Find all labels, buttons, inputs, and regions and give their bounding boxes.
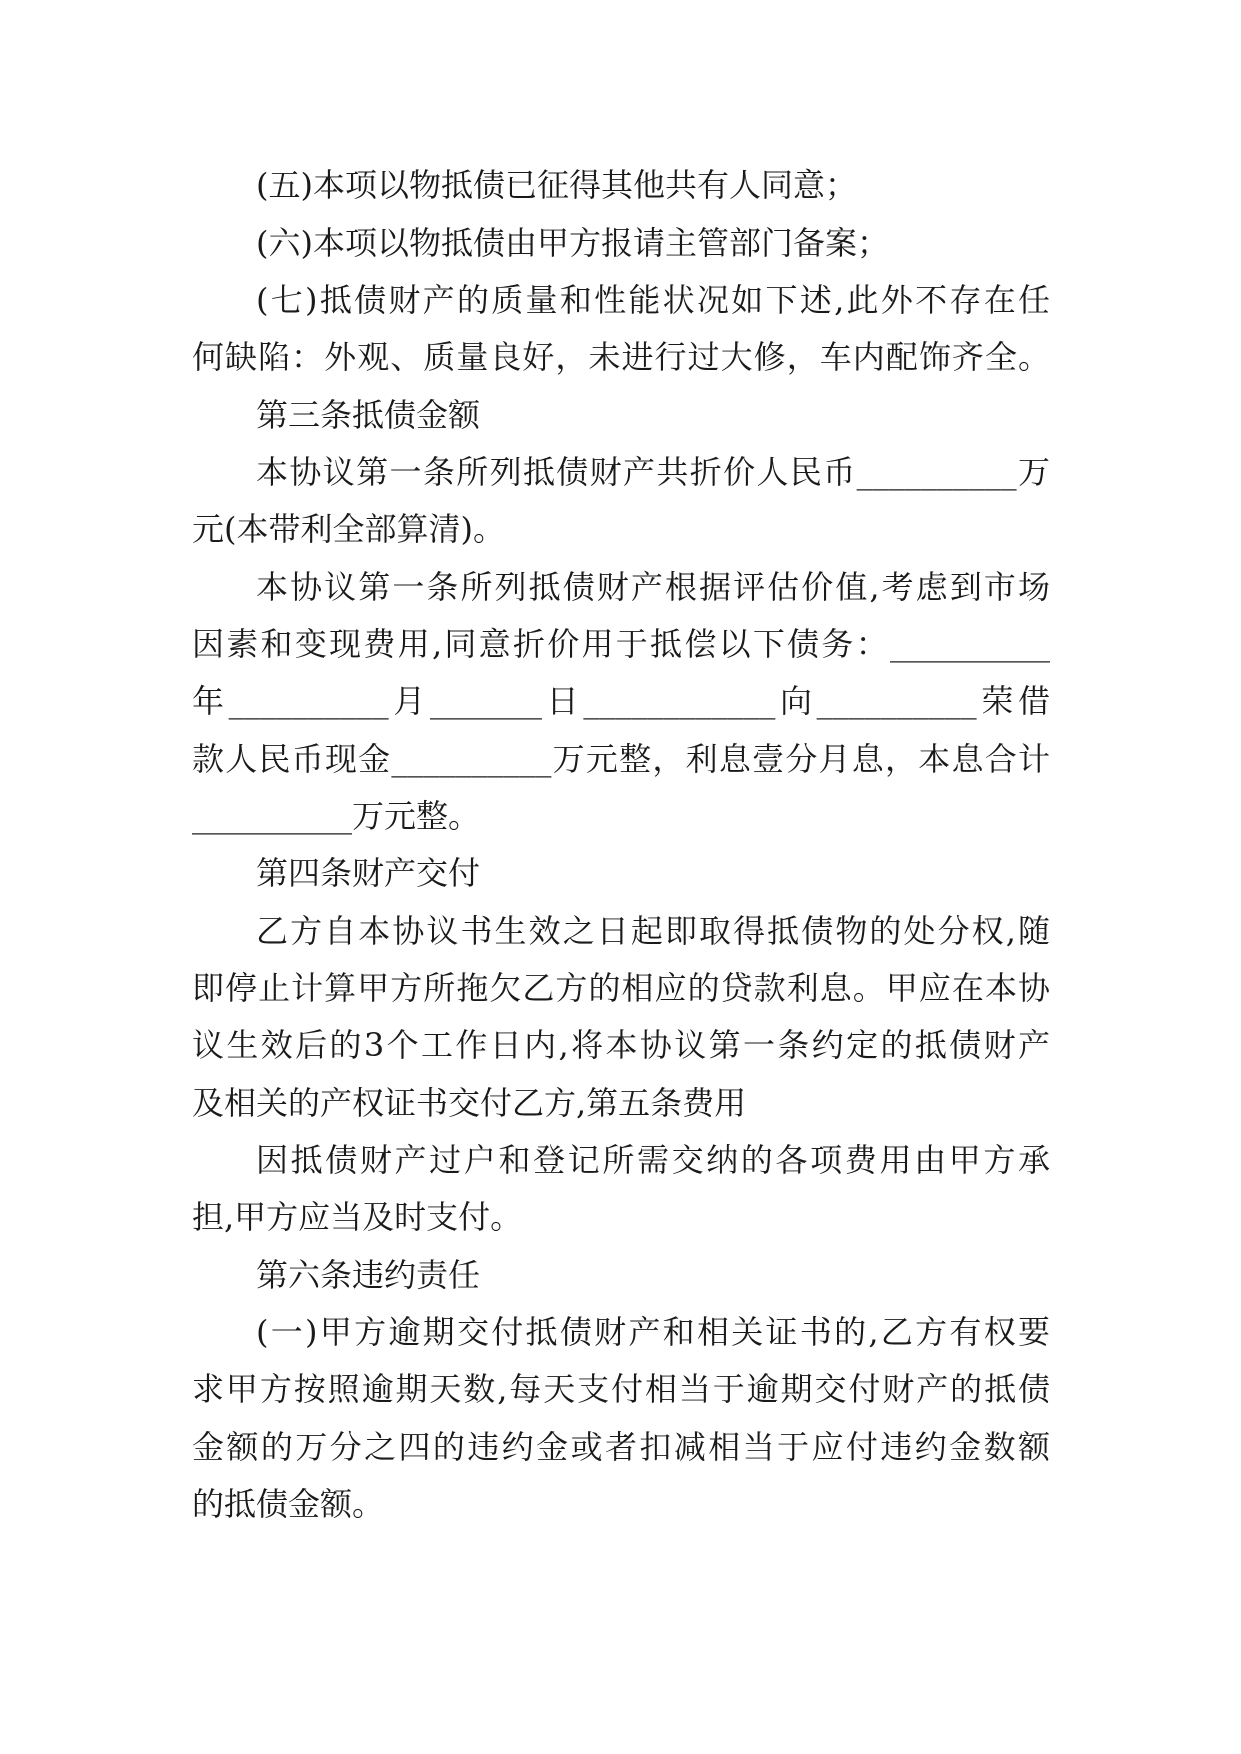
article-6-item-1-line-4: 的抵债金额。 [192,1485,385,1523]
clause-item-6: (六)本项以物抵债由甲方报请主管部门备案； [256,224,889,262]
article-4-para-line-2: 即停止计算甲方所拖欠乙方的相应的贷款利息。甲应在本协 [192,969,1050,1007]
article-6-item-1-line-2: 求甲方按照逾期天数,每天支付相当于逾期交付财产的抵债 [192,1370,1050,1408]
article-3-heading: 第三条抵债金额 [256,396,481,434]
article-3-para-2-line-2: 因素和变现费用,同意折价用于抵偿以下债务：__________ [192,625,1050,663]
article-3-para-2-line-3: 年__________月_______日____________向__________荣借 [192,682,1050,720]
article-3-para-2-line-5: __________万元整。 [192,797,481,835]
article-5-para-line-1: 因抵债财产过户和登记所需交纳的各项费用由甲方承 [256,1141,1050,1179]
article-4-para-line-3: 议生效后的3个工作日内,将本协议第一条约定的抵债财产 [192,1026,1050,1064]
article-4-para-line-4: 及相关的产权证书交付乙方,第五条费用 [192,1084,747,1122]
article-6-item-1-line-3: 金额的万分之四的违约金或者扣减相当于应付违约金数额 [192,1428,1050,1466]
article-4-heading: 第四条财产交付 [256,854,481,892]
article-4-para-line-1: 乙方自本协议书生效之日起即取得抵债物的处分权,随 [256,912,1050,950]
article-3-para-2-line-1: 本协议第一条所列抵债财产根据评估价值,考虑到市场 [256,568,1050,606]
article-5-para-line-2: 担,甲方应当及时支付。 [192,1198,523,1236]
article-3-para-1-line-2: 元(本带利全部算清)。 [192,510,505,548]
article-6-item-1-line-1: (一)甲方逾期交付抵债财产和相关证书的,乙方有权要 [256,1313,1050,1351]
clause-item-5: (五)本项以物抵债已征得其他共有人同意； [256,166,857,204]
article-3-para-2-line-4: 款人民币现金__________万元整，利息壹分月息，本息合计 [192,740,1050,778]
clause-item-7-line-1: (七)抵债财产的质量和性能状况如下述,此外不存在任 [256,281,1050,319]
article-3-para-1-line-1: 本协议第一条所列抵债财产共折价人民币__________万 [256,453,1050,491]
clause-item-7-line-2: 何缺陷：外观、质量良好，未进行过大修，车内配饰齐全。 [192,338,1050,376]
article-6-heading: 第六条违约责任 [256,1256,481,1294]
